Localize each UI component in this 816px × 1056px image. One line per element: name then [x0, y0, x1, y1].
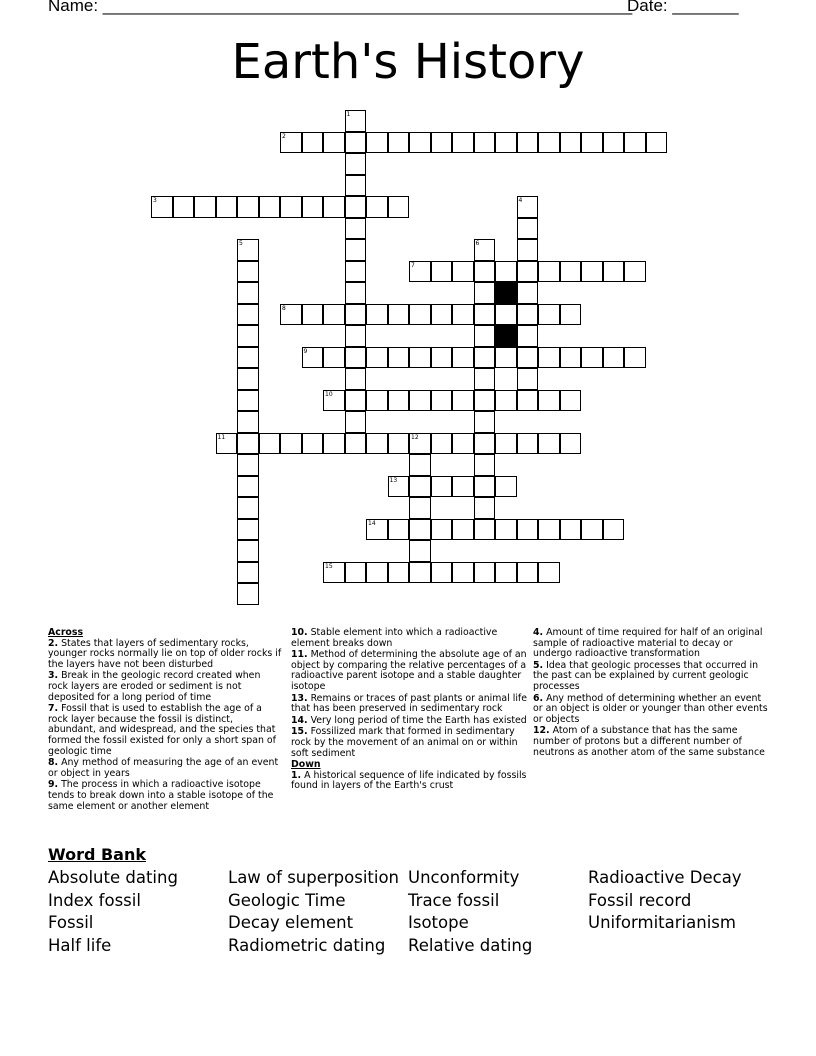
grid-cell[interactable]	[388, 433, 410, 455]
grid-cell[interactable]	[345, 368, 367, 390]
grid-cell[interactable]	[388, 196, 410, 218]
name-line[interactable]: Name: ________________________________________________________	[48, 0, 633, 15]
grid-cell[interactable]	[323, 304, 345, 326]
grid-cell[interactable]	[495, 132, 517, 154]
grid-cell[interactable]	[323, 347, 345, 369]
clue-number: 5	[239, 240, 243, 247]
clue	[48, 639, 282, 671]
clue-text: Atom of a substance that has the same number of protons but a different number of neutrons as another atom of the same substance	[533, 725, 765, 758]
grid-cell[interactable]	[345, 153, 367, 175]
grid-cell[interactable]	[237, 454, 259, 476]
grid-cell[interactable]	[474, 325, 496, 347]
word-bank-column	[48, 867, 178, 957]
grid-cell[interactable]	[517, 368, 539, 390]
clue-number-label: 7.	[48, 703, 59, 715]
grid-cell[interactable]	[409, 562, 431, 584]
grid-cell[interactable]	[237, 282, 259, 304]
clue-number-label: 14.	[291, 714, 308, 726]
clue	[291, 727, 527, 759]
grid-cell[interactable]	[517, 390, 539, 412]
clue	[291, 771, 527, 792]
word-bank-item: Unconformity	[408, 868, 520, 887]
grid-cell[interactable]	[237, 497, 259, 519]
grid-cell[interactable]	[280, 196, 302, 218]
grid-cell[interactable]	[237, 476, 259, 498]
word-bank-item: Index fossil	[48, 890, 141, 910]
grid-cell[interactable]	[474, 368, 496, 390]
grid-cell[interactable]	[431, 562, 453, 584]
grid-cell[interactable]	[366, 433, 388, 455]
clue-number: 13	[389, 476, 398, 484]
grid-cell[interactable]	[280, 433, 302, 455]
clue-number-label: 13.	[291, 692, 308, 704]
grid-cell[interactable]	[366, 304, 388, 326]
grid-cell[interactable]	[323, 132, 345, 154]
grid-cell[interactable]	[517, 325, 539, 347]
word-bank-item: Half life	[48, 935, 112, 955]
black-square	[495, 325, 517, 347]
clue-text: Fossilized mark that formed in sedimentary rock by the movement of an animal on or within soft sediment	[291, 726, 518, 759]
grid-cell[interactable]	[474, 282, 496, 304]
clue-number-label: 11.	[291, 649, 308, 661]
grid-cell[interactable]	[517, 562, 539, 584]
clue-text: Any method of determining whether an event or an object is older or younger than other events or objects	[533, 692, 768, 725]
grid-cell[interactable]	[538, 132, 560, 154]
clue	[533, 726, 769, 758]
grid-cell[interactable]	[431, 433, 453, 455]
grid-cell[interactable]	[366, 390, 388, 412]
grid-cell[interactable]	[237, 261, 259, 283]
clue-column-3	[533, 628, 769, 759]
grid-cell[interactable]	[345, 175, 367, 197]
clue-number: 7	[411, 261, 415, 269]
grid-cell[interactable]	[474, 347, 496, 369]
grid-cell[interactable]	[237, 390, 259, 412]
grid-cell[interactable]	[538, 433, 560, 455]
grid-cell[interactable]	[409, 476, 431, 498]
grid-cell[interactable]	[409, 454, 431, 476]
grid-cell[interactable]	[237, 411, 259, 433]
grid-cell[interactable]	[345, 132, 367, 154]
grid-cell[interactable]	[538, 390, 560, 412]
grid-cell[interactable]	[474, 476, 496, 498]
clue	[48, 780, 282, 812]
across-clue-list-continued	[291, 628, 527, 759]
grid-cell[interactable]	[388, 562, 410, 584]
grid-cell[interactable]	[409, 132, 431, 154]
page-title: Earth's History	[231, 34, 585, 90]
clue-text: Any method of measuring the age of an event or object in years	[48, 757, 279, 779]
grid-cell[interactable]	[495, 390, 517, 412]
grid-cell[interactable]	[624, 132, 646, 154]
down-heading: Down	[291, 759, 321, 771]
grid-cell[interactable]	[388, 304, 410, 326]
grid-cell[interactable]	[560, 132, 582, 154]
clue-text: Method of determining the absolute age of an object by comparing the relative percentages of a radioactive parent isotope and a stable daughter isotope	[291, 649, 527, 692]
clue-text: Fossil that is used to establish the age of a rock layer because the fossil is distinct, abundant, and widespread, and the species that formed the fossil existed for only a short span of geologic time	[48, 703, 276, 757]
grid-cell[interactable]	[345, 218, 367, 240]
word-bank-item: Radioactive Decay	[588, 868, 742, 887]
date-line[interactable]: Date: _______	[627, 0, 739, 15]
grid-cell[interactable]	[345, 433, 367, 455]
grid-cell[interactable]	[581, 519, 603, 541]
grid-cell[interactable]	[431, 476, 453, 498]
grid-cell[interactable]	[323, 196, 345, 218]
grid-cell[interactable]	[345, 282, 367, 304]
word-bank-item: Geologic Time	[228, 890, 346, 910]
grid-cell[interactable]	[345, 562, 367, 584]
grid-cell[interactable]	[474, 304, 496, 326]
clue-number-label: 15.	[291, 726, 308, 738]
grid-cell[interactable]	[388, 347, 410, 369]
grid-cell[interactable]	[538, 562, 560, 584]
grid-cell[interactable]	[431, 261, 453, 283]
clue-text: Very long period of time the Earth has existed	[307, 714, 527, 726]
black-square	[495, 282, 517, 304]
grid-cell[interactable]	[302, 304, 324, 326]
grid-cell[interactable]	[538, 347, 560, 369]
grid-cell[interactable]	[517, 519, 539, 541]
grid-cell[interactable]	[345, 261, 367, 283]
grid-cell[interactable]	[366, 196, 388, 218]
grid-cell[interactable]	[388, 519, 410, 541]
clue-number: 3	[153, 197, 157, 204]
word-bank-item: Relative dating	[408, 935, 533, 955]
grid-cell[interactable]	[603, 261, 625, 283]
grid-cell[interactable]	[560, 390, 582, 412]
clue	[291, 650, 527, 692]
grid-cell[interactable]	[431, 390, 453, 412]
grid-cell[interactable]	[302, 433, 324, 455]
grid-cell[interactable]	[431, 347, 453, 369]
grid-cell[interactable]	[452, 433, 474, 455]
grid-cell[interactable]	[517, 347, 539, 369]
word-bank-item: Fossil record	[588, 890, 692, 910]
grid-cell[interactable]	[194, 196, 216, 218]
clue-number-label: 8.	[48, 757, 59, 769]
clue-number-label: 4.	[533, 627, 544, 638]
grid-cell[interactable]	[259, 196, 281, 218]
word-bank-item: Trace fossil	[408, 890, 500, 910]
clue	[533, 661, 769, 693]
across-clue-list	[48, 639, 282, 813]
grid-cell[interactable]	[474, 454, 496, 476]
clue-number: 12	[411, 433, 419, 441]
word-bank-column	[228, 867, 399, 957]
grid-cell[interactable]	[452, 390, 474, 412]
grid-cell[interactable]	[517, 239, 539, 261]
down-clue-list	[291, 771, 527, 792]
grid-cell[interactable]	[409, 519, 431, 541]
grid-cell[interactable]	[173, 196, 195, 218]
clue-number-label: 12.	[533, 725, 550, 737]
across-heading: Across	[48, 627, 84, 638]
grid-cell[interactable]	[495, 304, 517, 326]
grid-cell[interactable]	[624, 347, 646, 369]
grid-cell[interactable]	[345, 196, 367, 218]
clue-text: Stable element into which a radioactive element breaks down	[291, 627, 498, 649]
grid-cell[interactable]	[237, 433, 259, 455]
grid-cell[interactable]	[345, 325, 367, 347]
word-bank-item: Isotope	[408, 913, 469, 933]
clue-number: 4	[518, 197, 523, 204]
grid-cell[interactable]	[366, 132, 388, 154]
grid-cell[interactable]	[452, 261, 474, 283]
clue	[533, 628, 769, 660]
grid-cell[interactable]	[302, 132, 324, 154]
grid-cell[interactable]	[431, 304, 453, 326]
grid-cell[interactable]	[495, 347, 517, 369]
grid-cell[interactable]	[409, 497, 431, 519]
grid-cell[interactable]	[259, 433, 281, 455]
grid-cell[interactable]	[560, 304, 582, 326]
grid-cell[interactable]	[345, 411, 367, 433]
grid-cell[interactable]	[216, 196, 238, 218]
grid-cell[interactable]	[646, 132, 668, 154]
grid-cell[interactable]	[302, 196, 324, 218]
clue-text: Remains or traces of past plants or animal life that has been preserved in sedimentary rock	[291, 692, 528, 715]
grid-cell[interactable]	[237, 368, 259, 390]
clue-number-label: 2.	[48, 637, 59, 649]
clue	[48, 758, 282, 779]
grid-cell[interactable]	[409, 540, 431, 562]
grid-cell[interactable]	[581, 132, 603, 154]
grid-cell[interactable]	[345, 304, 367, 326]
clue-text: Break in the geologic record created when rock layers are eroded or sediment is not deposited for a long period of time	[48, 670, 261, 703]
grid-cell[interactable]	[560, 433, 582, 455]
grid-cell[interactable]	[409, 304, 431, 326]
word-bank-item: Decay element	[228, 913, 354, 933]
grid-cell[interactable]	[345, 390, 367, 412]
grid-cell[interactable]	[474, 411, 496, 433]
grid-cell[interactable]	[495, 562, 517, 584]
clue-number-label: 1.	[291, 769, 302, 781]
clue-number-label: 6.	[533, 692, 544, 704]
grid-cell[interactable]	[237, 347, 259, 369]
grid-cell[interactable]	[495, 476, 517, 498]
clue-number: 2	[282, 132, 286, 140]
word-bank-column	[588, 867, 742, 935]
grid-cell[interactable]	[517, 132, 539, 154]
clue-number: 15	[325, 562, 333, 570]
clue-number: 10	[325, 390, 333, 398]
grid-cell[interactable]	[517, 282, 539, 304]
grid-cell[interactable]	[474, 519, 496, 541]
grid-cell[interactable]	[560, 519, 582, 541]
grid-cell[interactable]	[517, 304, 539, 326]
clue-number: 8	[282, 304, 286, 312]
down-clue-list-continued	[533, 628, 769, 758]
grid-cell[interactable]	[560, 347, 582, 369]
grid-cell[interactable]	[538, 261, 560, 283]
grid-cell[interactable]	[603, 132, 625, 154]
word-bank-item: Uniformitarianism	[588, 913, 736, 933]
clue-text: Idea that geologic processes that occurred in the past can be explained by current geologic processes	[533, 659, 759, 692]
grid-cell[interactable]	[474, 562, 496, 584]
clue-column-1	[48, 628, 282, 813]
clue-number: 1	[346, 111, 351, 118]
word-bank-column	[408, 867, 532, 957]
grid-cell[interactable]	[474, 497, 496, 519]
grid-cell[interactable]	[495, 261, 517, 283]
grid-cell[interactable]	[517, 261, 539, 283]
word-bank-title: Word Bank	[48, 845, 147, 864]
clue-text: The process in which a radioactive isotope tends to break down into a stable isotope of the same element or another element	[48, 779, 274, 812]
grid-cell[interactable]	[474, 390, 496, 412]
grid-cell[interactable]	[409, 390, 431, 412]
grid-cell[interactable]	[474, 132, 496, 154]
grid-cell[interactable]	[452, 132, 474, 154]
grid-cell[interactable]	[517, 218, 539, 240]
clue-text: A historical sequence of life indicated by fossils found in layers of the Earth's crust	[291, 769, 527, 792]
grid-cell[interactable]	[452, 519, 474, 541]
grid-cell[interactable]	[560, 261, 582, 283]
grid-cell[interactable]	[517, 433, 539, 455]
grid-cell[interactable]	[431, 132, 453, 154]
grid-cell[interactable]	[388, 390, 410, 412]
grid-cell[interactable]	[474, 433, 496, 455]
clue-number-label: 5.	[533, 659, 544, 671]
grid-cell[interactable]	[495, 519, 517, 541]
clue-number: 9	[303, 347, 308, 355]
grid-cell[interactable]	[237, 325, 259, 347]
grid-cell[interactable]	[237, 540, 259, 562]
grid-cell[interactable]	[237, 519, 259, 541]
clue-number-label: 10.	[291, 627, 308, 638]
grid-cell[interactable]	[474, 261, 496, 283]
grid-cell[interactable]	[237, 196, 259, 218]
grid-cell[interactable]	[366, 347, 388, 369]
clue	[291, 628, 527, 649]
word-bank-item: Absolute dating	[48, 868, 178, 887]
grid-cell[interactable]	[388, 132, 410, 154]
clue-number-label: 9.	[48, 779, 59, 791]
grid-cell[interactable]	[409, 347, 431, 369]
clue	[533, 694, 769, 726]
clue	[48, 671, 282, 703]
grid-cell[interactable]	[452, 476, 474, 498]
clue-text: States that layers of sedimentary rocks, younger rocks normally lie on top of older rocks if the layers have not been disturbed	[48, 637, 282, 670]
clue-column-2	[291, 628, 527, 793]
grid-cell[interactable]	[237, 562, 259, 584]
grid-cell[interactable]	[452, 304, 474, 326]
clue	[48, 704, 282, 757]
grid-cell[interactable]	[452, 347, 474, 369]
grid-cell[interactable]	[345, 347, 367, 369]
grid-cell[interactable]	[538, 519, 560, 541]
grid-cell[interactable]	[603, 519, 625, 541]
clue-number: 6	[475, 240, 480, 247]
grid-cell[interactable]	[538, 304, 560, 326]
word-bank-item: Fossil	[48, 913, 94, 933]
clue-text: Amount of time required for half of an original sample of radioactive material to decay or undergo radioactive transformation	[533, 627, 763, 660]
grid-cell[interactable]	[237, 304, 259, 326]
grid-cell[interactable]	[452, 562, 474, 584]
clue	[291, 716, 527, 727]
word-bank-item: Radiometric dating	[228, 935, 386, 955]
grid-cell[interactable]	[581, 347, 603, 369]
grid-cell[interactable]	[495, 433, 517, 455]
grid-cell[interactable]	[603, 347, 625, 369]
grid-cell[interactable]	[431, 519, 453, 541]
clue	[291, 694, 527, 715]
grid-cell[interactable]	[323, 433, 345, 455]
grid-cell[interactable]	[366, 562, 388, 584]
grid-cell[interactable]	[624, 261, 646, 283]
clue-number: 11	[217, 433, 226, 441]
grid-cell[interactable]	[581, 261, 603, 283]
word-bank-item: Law of superposition	[228, 868, 400, 887]
grid-cell[interactable]	[345, 239, 367, 261]
clue-number-label: 3.	[48, 670, 59, 682]
clue-number: 14	[368, 519, 376, 527]
grid-cell[interactable]	[237, 583, 259, 605]
